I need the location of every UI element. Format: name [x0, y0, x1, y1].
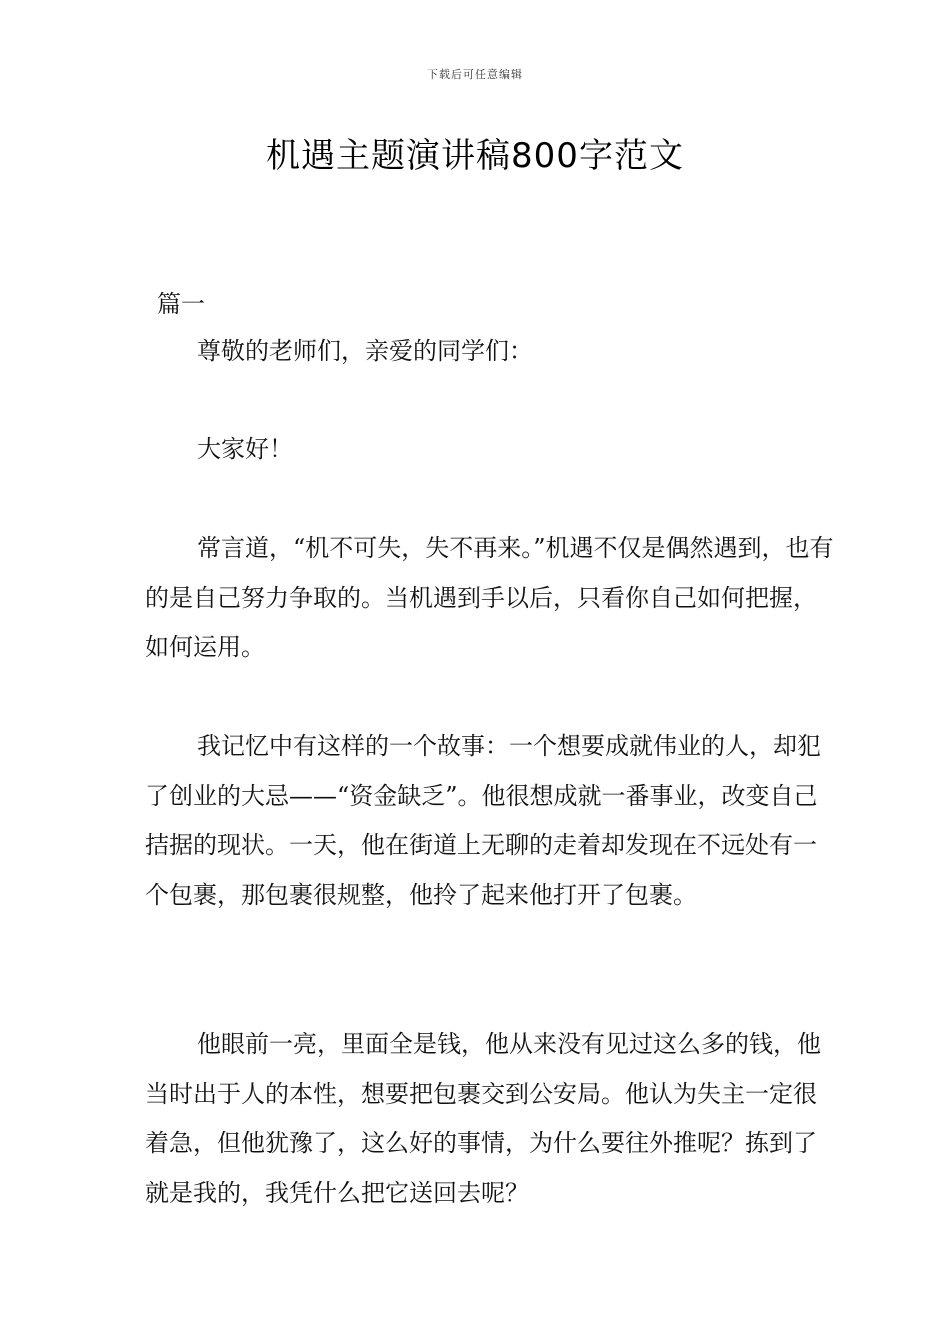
- section-label: 篇一: [157, 290, 205, 318]
- body-paragraph-3: 他眼前一亮，里面全是钱，他从来没有见过这么多的钱，他当时出于人的本性，想要把包裹交到公安局。他认为失主一定很着急，但他犹豫了，这么好的事情，为什么要往外推呢？拣到了就是我的，我凭什么把它送回去呢？: [145, 1030, 821, 1207]
- greeting-paragraph: 尊敬的老师们，亲爱的同学们：: [197, 337, 533, 365]
- header-note: 下载后可任意编辑: [427, 68, 523, 81]
- body-paragraph-2: 我记忆中有这样的一个故事：一个想要成就伟业的人，却犯了创业的大忌——“资金缺乏”。他很想成就一番事业，改变自己拮据的现状。一天，他在街道上无聊的走着却发现在不远处有一个包裹，那包裹很规整，他拎了起来他打开了包裹。: [145, 732, 821, 909]
- document-title: 机遇主题演讲稿800字范文: [266, 136, 684, 176]
- hello-paragraph: 大家好！: [197, 435, 293, 463]
- body-paragraph-1: 常言道，“机不可失，失不再来。”机遇不仅是偶然遇到，也有的是自己努力争取的。当机遇到手以后，只看你自己如何把握，如何运用。: [145, 534, 834, 661]
